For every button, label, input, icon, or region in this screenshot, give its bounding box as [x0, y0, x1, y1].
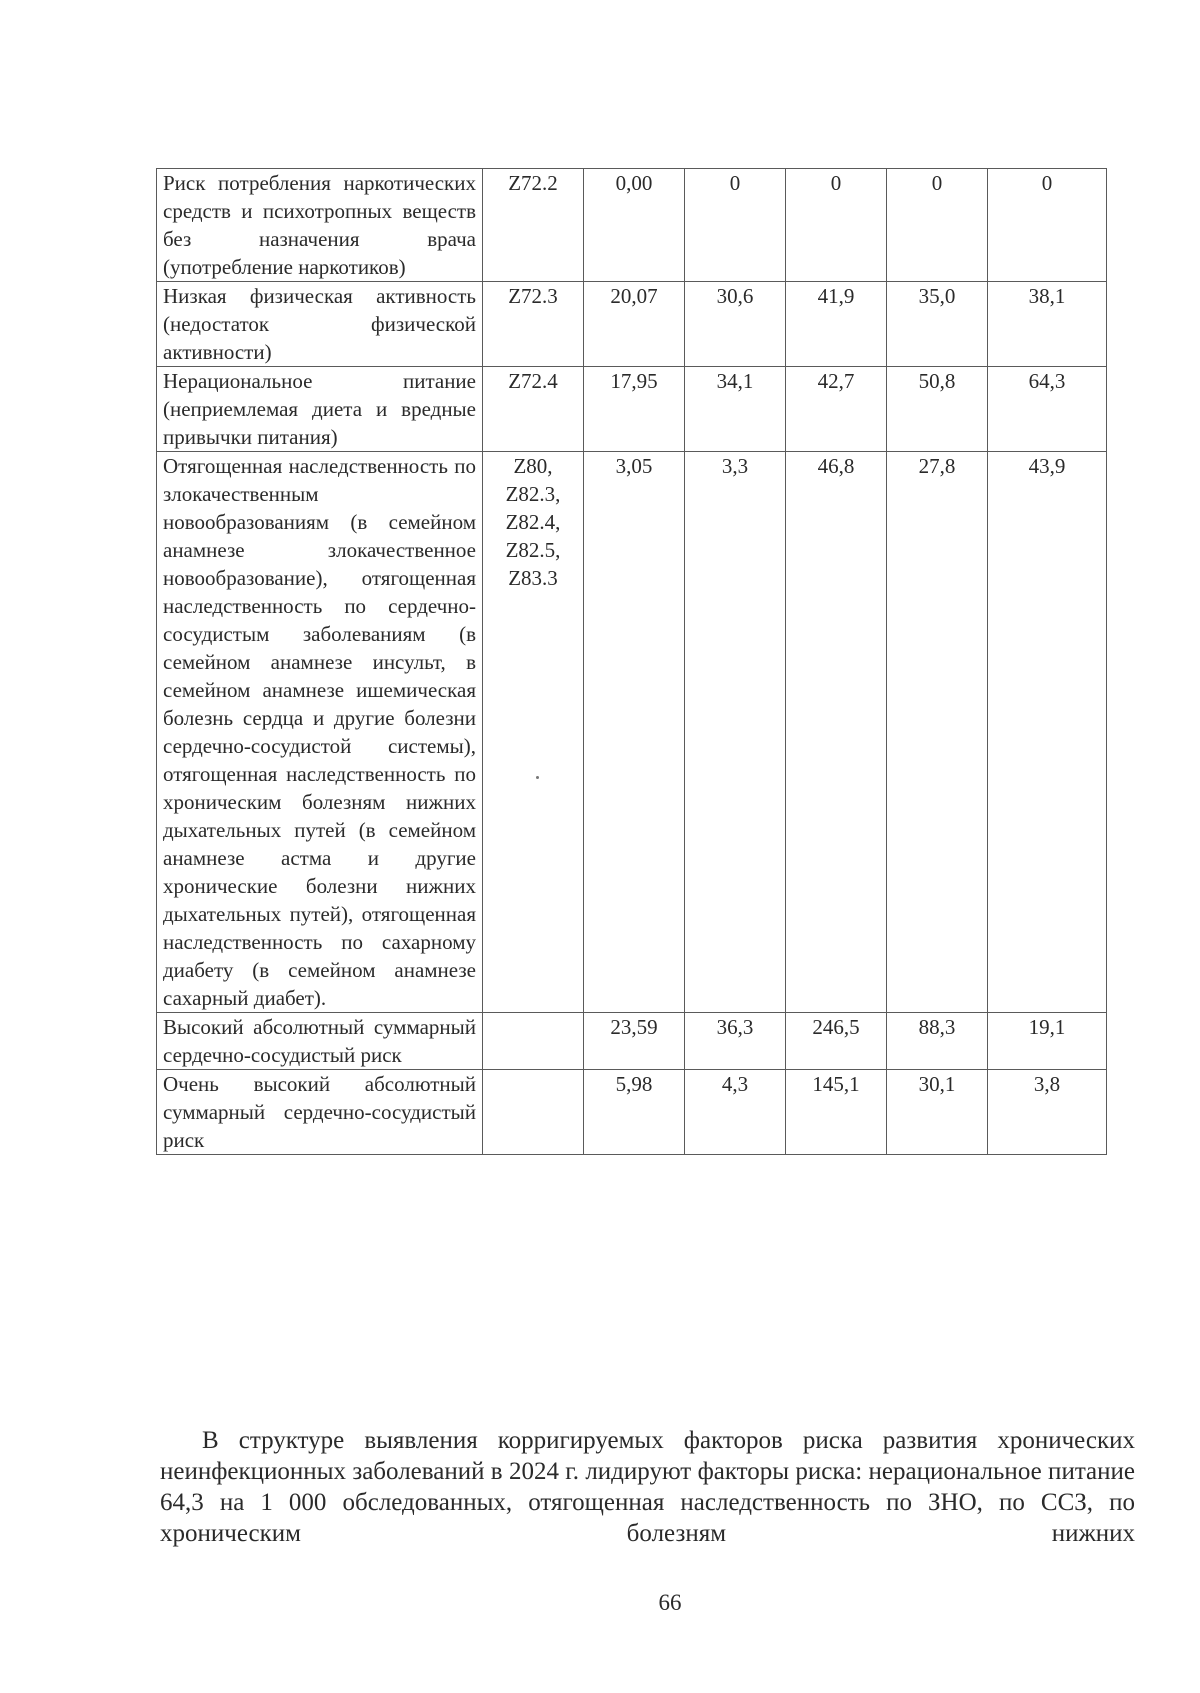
page-number: 66: [658, 1590, 682, 1615]
icd-code-cell: [483, 1013, 584, 1070]
value-cell: 3,3: [685, 452, 786, 1013]
value-cell: 3,05: [584, 452, 685, 1013]
icd-code: Z80,: [513, 454, 553, 478]
risk-factor-cell: Нерациональное питание (неприемлемая диета и вредные привычки питания): [157, 367, 483, 452]
risk-factor-cell: Высокий абсолютный суммарный сердечно-сосудистый риск: [157, 1013, 483, 1070]
value-cell: 20,07: [584, 282, 685, 367]
table-body: [157, 169, 1107, 1155]
value-cell: 4,3: [685, 1070, 786, 1155]
icd-code: Z83.3: [508, 566, 558, 590]
icd-code-cell: [483, 1070, 584, 1155]
value-cell: 27,8: [887, 452, 988, 1013]
icd-code: Z72.4: [508, 369, 558, 393]
value-cell: 43,9: [988, 452, 1107, 1013]
risk-factor-cell: Низкая физическая активность (недостаток физической активности): [157, 282, 483, 367]
table-row: [157, 452, 1107, 1013]
value-cell: 23,59: [584, 1013, 685, 1070]
table-row: [157, 282, 1107, 367]
value-cell: 64,3: [988, 367, 1107, 452]
icd-code: Z82.4,: [505, 510, 561, 534]
value-cell: 42,7: [786, 367, 887, 452]
icd-code: Z72.3: [508, 284, 558, 308]
value-cell: 46,8: [786, 452, 887, 1013]
value-cell: 35,0: [887, 282, 988, 367]
scan-speck: [536, 776, 539, 779]
icd-code: Z82.3,: [505, 482, 561, 506]
body-paragraph: В структуре выявления корригируемых факторов риска развития хронических неинфекционных заболеваний в 2024 г. лидируют факторы риска: нерациональное питание 64,3 на 1 000 обследованных, отягощенная наследственность по ЗНО, по ССЗ, по хроническим болезням нижних: [160, 1427, 1135, 1547]
value-cell: 0,00: [584, 169, 685, 282]
value-cell: 0: [887, 169, 988, 282]
table-row: [157, 1013, 1107, 1070]
value-cell: 5,98: [584, 1070, 685, 1155]
value-cell: 88,3: [887, 1013, 988, 1070]
value-cell: 0: [988, 169, 1107, 282]
value-cell: 34,1: [685, 367, 786, 452]
value-cell: 50,8: [887, 367, 988, 452]
value-cell: 17,95: [584, 367, 685, 452]
value-cell: 246,5: [786, 1013, 887, 1070]
icd-code-cell: [483, 169, 584, 282]
table-row: [157, 169, 1107, 282]
value-cell: 145,1: [786, 1070, 887, 1155]
icd-code-cell: [483, 282, 584, 367]
risk-factor-cell: Риск потребления наркотических средств и психотропных веществ без назначения врача (употребление наркотиков): [157, 169, 483, 282]
risk-factor-cell: Очень высокий абсолютный суммарный сердечно-сосудистый риск: [157, 1070, 483, 1155]
value-cell: 41,9: [786, 282, 887, 367]
table-row: [157, 367, 1107, 452]
value-cell: 36,3: [685, 1013, 786, 1070]
value-cell: 0: [786, 169, 887, 282]
value-cell: 38,1: [988, 282, 1107, 367]
icd-code: Z72.2: [508, 171, 558, 195]
icd-code-cell: [483, 452, 584, 1013]
risk-factor-cell: Отягощенная наследственность по злокачественным новообразованиям (в семейном анамнезе злокачественное новообразование), отягощенная наследственность по сердечно-сосудистым заболеваниям (в семейном анамнезе инсульт, в семейном анамнезе ишемическая болезнь сердца и другие болезни сердечно-сосудистой системы), отягощенная наследственность по хроническим болезням нижних дыхательных путей (в семейном анамнезе астма и другие хронические болезни нижних дыхательных путей), отягощенная наследственность по сахарному диабету (в семейном анамнезе сахарный диабет).: [157, 452, 483, 1013]
risk-factors-table: [156, 168, 1107, 1155]
value-cell: 30,6: [685, 282, 786, 367]
value-cell: 30,1: [887, 1070, 988, 1155]
table-row: [157, 1070, 1107, 1155]
value-cell: 19,1: [988, 1013, 1107, 1070]
value-cell: 3,8: [988, 1070, 1107, 1155]
value-cell: 0: [685, 169, 786, 282]
icd-code-cell: [483, 367, 584, 452]
icd-code: Z82.5,: [505, 538, 561, 562]
